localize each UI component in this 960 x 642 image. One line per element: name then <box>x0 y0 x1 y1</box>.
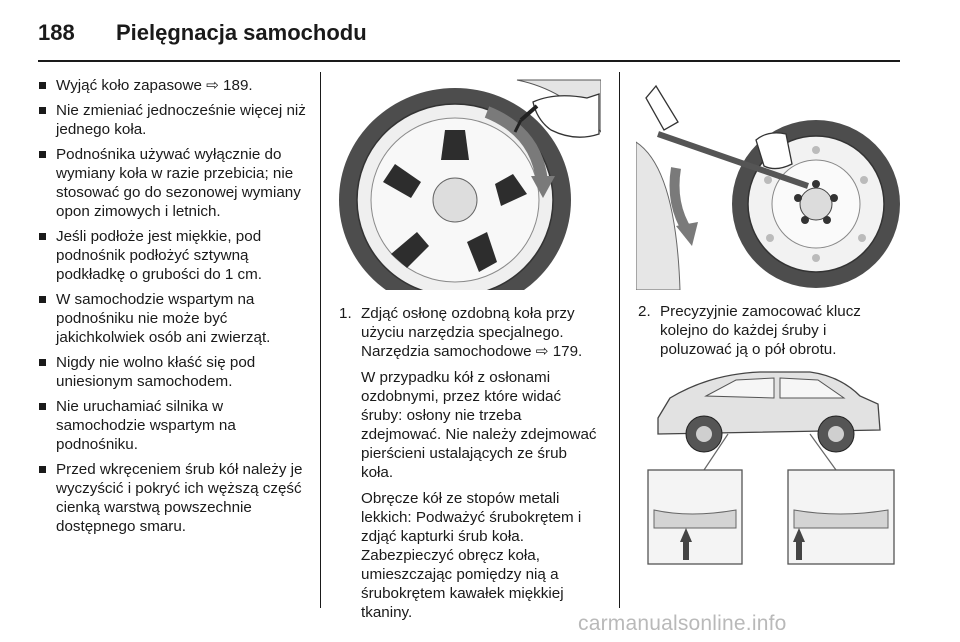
step-2 <box>636 302 900 359</box>
page-title: Pielęgnacja samochodu <box>116 20 367 45</box>
bullet-item: Nie zmieniać jednocześnie więcej niż jednego koła. <box>38 101 310 139</box>
step-2-block <box>636 302 900 359</box>
bullet-item: Przed wkręceniem śrub kół należy je wyczyścić i pokryć ich węższą część cienką warstwą powszechnie dostępnego smaru. <box>38 460 310 536</box>
column-safety-notes <box>38 76 310 542</box>
jack-points-illustration <box>640 360 902 570</box>
watermark: carmanualsonline.info <box>578 612 787 635</box>
bullet-item: Podnośnika używać wyłącznie do wymiany koła w razie przebicia; nie stosować go do sezonowej wymiany opon zimowych i letnich. <box>38 145 310 221</box>
bullet-item: W samochodzie wspartym na podnośniku nie może być jakichkolwiek osób ani zwierząt. <box>38 290 310 347</box>
wheel-cover-drawing <box>337 72 601 290</box>
step-1-note-alloy: Obręcze kół ze stopów metali lekkich: Podważyć śrubokrętem i zdjąć kapturki śrub koła. Zabezpieczyć obręcz koła, umieszczając pomiędzy nią a śrubokrętem kawałek miękkiej tkaniny. <box>361 490 582 621</box>
wheel-cover-removal-illustration <box>337 72 601 290</box>
step-1-number: 1. <box>339 305 352 322</box>
bullet-item: Wyjąć koło zapasowe ⇨ 189. <box>38 76 310 95</box>
car-jack-points-drawing <box>640 360 902 570</box>
wheel-wrench-drawing <box>636 72 900 290</box>
step-2-number: 2. <box>638 303 651 320</box>
bullet-item: Nie uruchamiać silnika w samochodzie wspartym na podnośniku. <box>38 397 310 454</box>
safety-bullet-list <box>38 76 310 536</box>
column-divider-1 <box>320 72 321 608</box>
step-2-text: Precyzyjnie zamocować klucz kolejno do każdej śruby i poluzować ją o pół obrotu. <box>660 303 861 358</box>
step-1-note-covers: W przypadku kół z osłonami ozdobnymi, przez które widać śruby: osłony nie trzeba zdejmować. Nie należy zdejmować pierścieni ustalających ze śrub koła. <box>361 369 597 481</box>
page-number: 188 <box>38 20 75 45</box>
step-1 <box>337 304 601 361</box>
header-rule <box>38 60 900 62</box>
bullet-item: Nigdy nie wolno kłaść się pod uniesionym samochodem. <box>38 353 310 391</box>
loosen-wheel-bolts-illustration <box>636 72 900 290</box>
page-header <box>0 0 960 62</box>
column-divider-2 <box>619 72 620 608</box>
bullet-item: Jeśli podłoże jest miękkie, pod podnośnik podłożyć sztywną podkładkę o grubości do 1 cm. <box>38 227 310 284</box>
step-1-text: Zdjąć osłonę ozdobną koła przy użyciu narzędzia specjalnego. Narzędzia samochodowe ⇨ 179. <box>361 305 583 360</box>
step-1-block <box>337 304 601 622</box>
